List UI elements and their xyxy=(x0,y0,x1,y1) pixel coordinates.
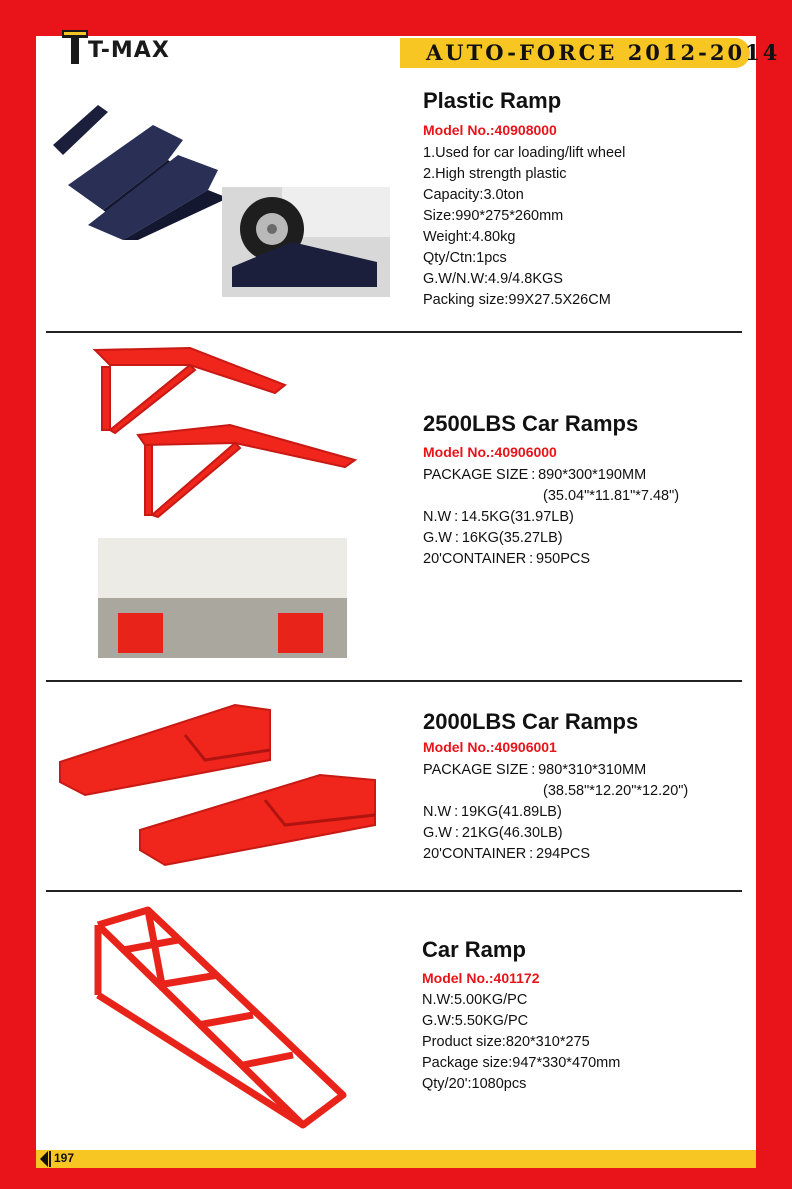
red-ramp-image xyxy=(78,905,348,1130)
footer-bar xyxy=(36,1150,756,1168)
spec-line: Qty/20':1080pcs xyxy=(422,1076,527,1092)
spec-line: (38.58"*12.20"*12.20") xyxy=(543,783,689,799)
spec-line: Product size:820*310*275 xyxy=(422,1034,590,1050)
red-ramps-image xyxy=(90,345,360,525)
ramps-under-car-image xyxy=(98,538,347,658)
spec-list xyxy=(423,760,688,865)
spec-line: 2.High strength plastic xyxy=(423,166,567,182)
spec-line: Size:990*275*260mm xyxy=(423,208,564,224)
spec-line: (35.04"*11.81"*7.48") xyxy=(543,488,680,504)
red-ramps-image xyxy=(55,700,380,870)
spec-line: N.W:5.00KG/PC xyxy=(422,992,528,1008)
spec-line: 20'CONTAINER : 294PCS xyxy=(423,846,591,862)
spec-line: Package size:947*330*470mm xyxy=(422,1055,621,1071)
model-number: Model No.:40908000 xyxy=(423,122,557,138)
model-number: Model No.:401172 xyxy=(422,970,540,986)
spec-line: G.W : 16KG(35.27LB) xyxy=(423,530,563,546)
spec-list xyxy=(423,465,679,570)
spec-line: PACKAGE SIZE : 980*310*310MM xyxy=(423,762,647,778)
model-number: Model No.:40906000 xyxy=(423,444,557,460)
section-divider xyxy=(46,331,742,333)
spec-line: G.W : 21KG(46.30LB) xyxy=(423,825,563,841)
spec-line: Weight:4.80kg xyxy=(423,229,516,245)
section-divider xyxy=(46,890,742,892)
spec-line: G.W/N.W:4.9/4.8KGS xyxy=(423,271,563,287)
page-number: 197 xyxy=(54,1151,75,1165)
catalog-title: AUTO-FORCE 2012-2014 xyxy=(426,40,781,65)
plastic-ramp-in-use-image xyxy=(222,187,390,297)
page-arrow-icon xyxy=(38,1150,52,1168)
spec-list xyxy=(422,990,620,1095)
spec-line: N.W : 14.5KG(31.97LB) xyxy=(423,509,574,525)
spec-line: 20'CONTAINER : 950PCS xyxy=(423,551,591,567)
product-title: 2000LBS Car Ramps xyxy=(423,709,639,734)
spec-list xyxy=(423,143,625,311)
brand-name: T-MAX xyxy=(88,38,170,63)
product-title: Car Ramp xyxy=(422,937,526,962)
spec-line: Qty/Ctn:1pcs xyxy=(423,250,507,266)
spec-line: Capacity:3.0ton xyxy=(423,187,524,203)
model-number: Model No.:40906001 xyxy=(423,739,557,755)
spec-line: G.W:5.50KG/PC xyxy=(422,1013,529,1029)
spec-line: 1.Used for car loading/lift wheel xyxy=(423,145,626,161)
spec-line: Packing size:99X27.5X26CM xyxy=(423,292,611,308)
spec-line: PACKAGE SIZE : 890*300*190MM xyxy=(423,467,647,483)
product-title: Plastic Ramp xyxy=(423,88,562,113)
spec-line: N.W : 19KG(41.89LB) xyxy=(423,804,562,820)
plastic-ramp-image xyxy=(48,100,248,240)
left-border-strip xyxy=(0,36,36,1189)
product-title: 2500LBS Car Ramps xyxy=(423,411,639,436)
section-divider xyxy=(46,680,742,682)
